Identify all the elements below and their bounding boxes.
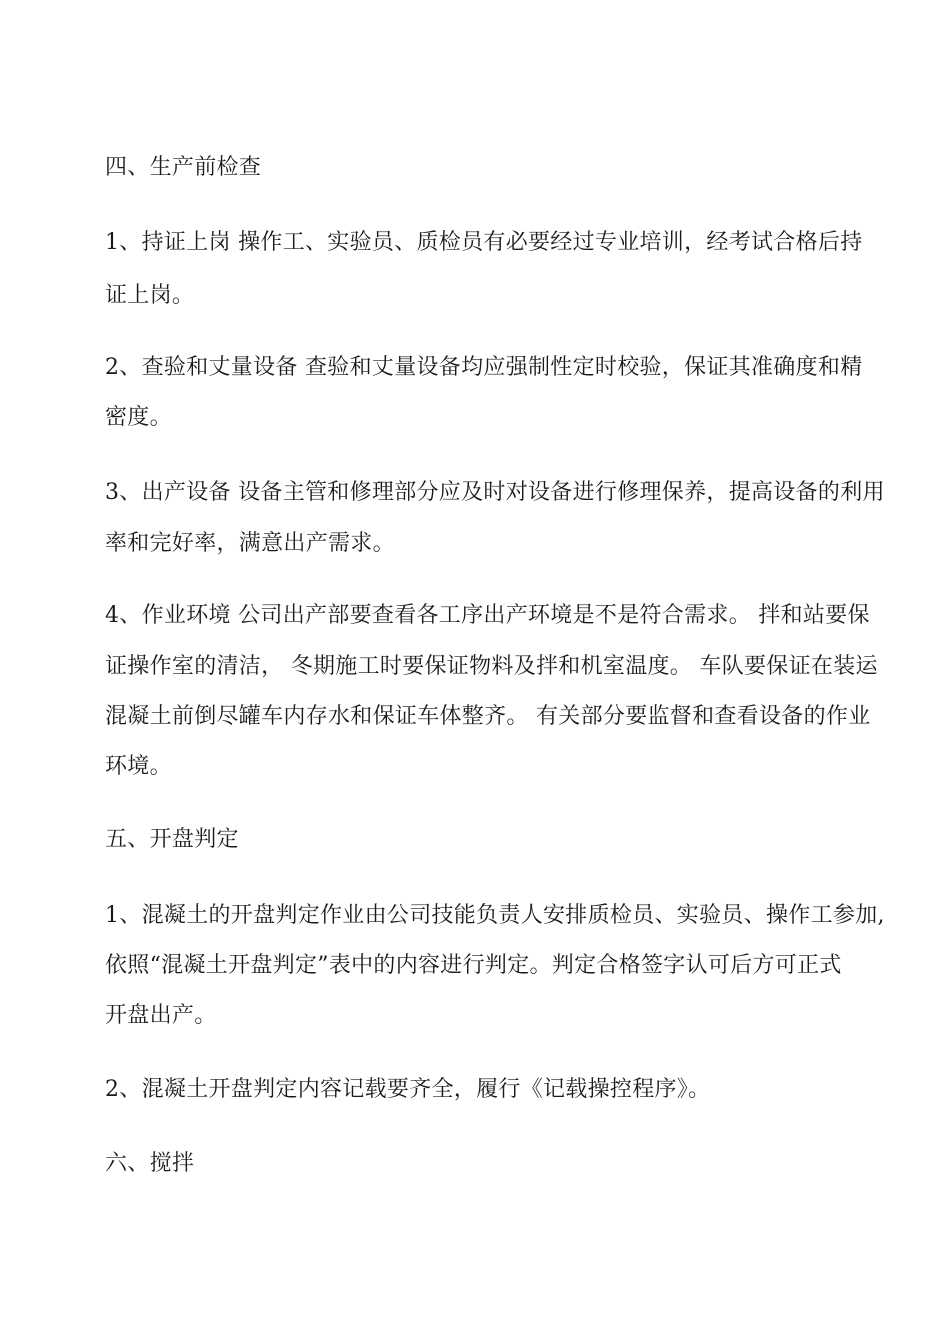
paragraph-line: 4、作业环境 公司出产部要查看各工序出产环境是不是符合需求。 拌和站要保	[105, 603, 870, 628]
section-heading-pre-production-check: 四、生产前检查	[105, 155, 262, 180]
paragraph-line: 3、出产设备 设备主管和修理部分应及时对设备进行修理保养，提高设备的利用	[105, 480, 885, 505]
paragraph-line: 开盘出产。	[105, 1003, 217, 1028]
paragraph-line: 2、查验和丈量设备 查验和丈量设备均应强制性定时校验，保证其准确度和精	[105, 355, 863, 380]
paragraph-line: 2、混凝土开盘判定内容记载要齐全，履行《记载操控程序》。	[105, 1077, 711, 1102]
paragraph-line: 依照“混凝土开盘判定”表中的内容进行判定。判定合格签字认可后方可正式	[105, 953, 842, 978]
paragraph-line: 率和完好率，满意出产需求。	[105, 531, 395, 556]
paragraph-line: 密度。	[105, 405, 172, 430]
section-heading-mixing: 六、搅拌	[105, 1151, 195, 1176]
section-heading-startup-inspection: 五、开盘判定	[105, 827, 239, 852]
paragraph-line: 证上岗。	[105, 283, 195, 308]
paragraph-line: 1、混凝土的开盘判定作业由公司技能负责人安排质检员、实验员、操作工参加,	[105, 903, 885, 928]
paragraph-line: 证操作室的清洁， 冬期施工时要保证物料及拌和机室温度。 车队要保证在装运	[105, 654, 878, 679]
paragraph-line: 混凝土前倒尽罐车内存水和保证车体整齐。 有关部分要监督和查看设备的作业	[105, 704, 871, 729]
paragraph-line: 环境。	[105, 754, 172, 779]
paragraph-line: 1、持证上岗 操作工、实验员、质检员有必要经过专业培训，经考试合格后持	[105, 230, 863, 255]
